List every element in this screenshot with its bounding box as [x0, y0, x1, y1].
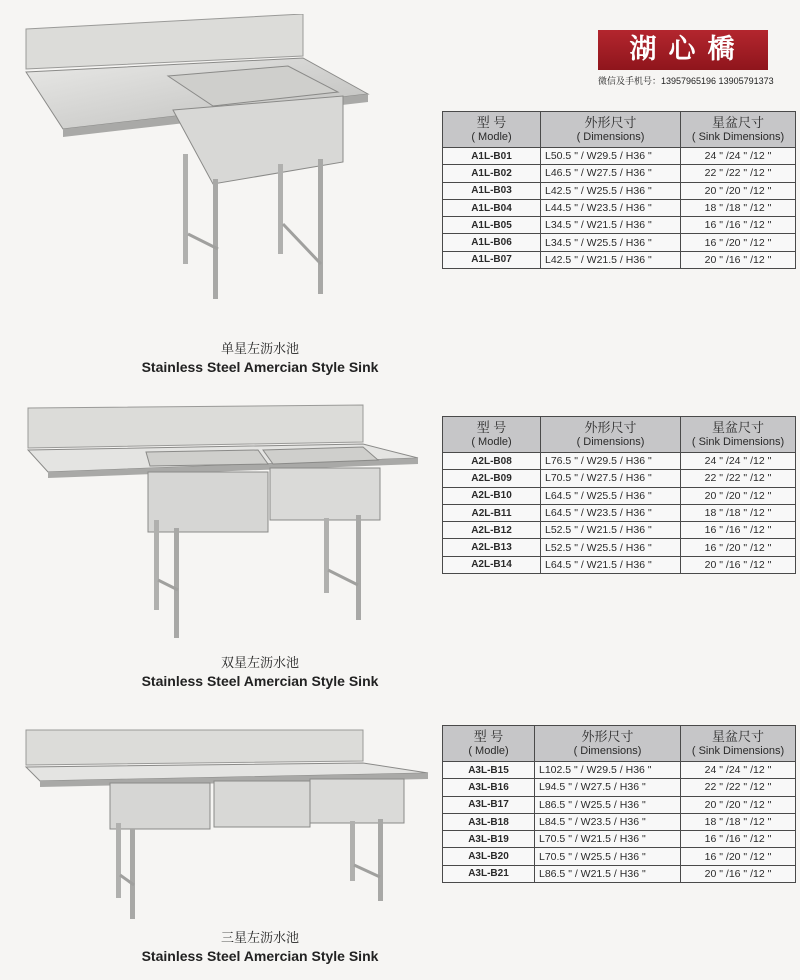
double-sink-image — [18, 400, 428, 645]
model-cell: A1L-B05 — [443, 217, 541, 234]
spec-table-triple — [442, 725, 796, 883]
dimensions-cell: L52.5 " / W21.5 / H36 " — [541, 522, 681, 539]
sink-dimensions-cell: 22 " /22 " /12 " — [681, 165, 796, 182]
header-label-cn: 外形尺寸 — [584, 419, 637, 435]
triple-sink-image — [18, 725, 438, 925]
header-label-cn: 星盆尺寸 — [711, 114, 764, 130]
dimensions-cell: L86.5 " / W25.5 / H36 " — [535, 796, 681, 813]
header-label-en: ( Sink Dimensions) — [691, 744, 785, 757]
model-cell: A1L-B06 — [443, 234, 541, 251]
model-cell: A3L-B19 — [443, 831, 535, 848]
dimensions-cell: L64.5 " / W23.5 / H36 " — [541, 504, 681, 521]
model-cell: A3L-B21 — [443, 865, 535, 882]
table-row — [443, 217, 796, 234]
table-header-row — [443, 417, 796, 453]
header-label-cn: 星盆尺寸 — [711, 419, 764, 435]
header-label-en: ( Sink Dimensions) — [691, 130, 785, 143]
table-row — [443, 199, 796, 216]
sink-dimensions-cell: 20 " /20 " /12 " — [681, 487, 796, 504]
header-sink-dimensions — [681, 417, 796, 453]
caption-double — [110, 652, 410, 689]
single-sink-image — [18, 14, 378, 314]
caption-en: Stainless Steel Amercian Style Sink — [141, 359, 379, 375]
header-model — [443, 417, 541, 453]
model-cell: A2L-B10 — [443, 487, 541, 504]
model-cell: A2L-B08 — [443, 453, 541, 470]
model-cell: A3L-B17 — [443, 796, 535, 813]
header-label-en: ( Sink Dimensions) — [691, 435, 785, 448]
header-label-en: ( Modle) — [471, 435, 512, 448]
sink-dimensions-cell: 16 " /16 " /12 " — [681, 217, 796, 234]
dimensions-cell: L70.5 " / W25.5 / H36 " — [535, 848, 681, 865]
caption-en: Stainless Steel Amercian Style Sink — [141, 673, 379, 689]
dimensions-cell: L70.5 " / W21.5 / H36 " — [535, 831, 681, 848]
table-row — [443, 865, 796, 882]
sink-dimensions-cell: 20 " /20 " /12 " — [681, 796, 796, 813]
dimensions-cell: L42.5 " / W25.5 / H36 " — [541, 182, 681, 199]
model-cell: A1L-B01 — [443, 148, 541, 165]
caption-cn: 三星左沥水池 — [220, 931, 299, 946]
table-header-row — [443, 726, 796, 762]
header-label-cn: 型 号 — [476, 419, 507, 435]
header-model — [443, 112, 541, 148]
table-row — [443, 453, 796, 470]
sink-dimensions-cell: 18 " /18 " /12 " — [681, 813, 796, 830]
dimensions-cell: L52.5 " / W25.5 / H36 " — [541, 539, 681, 556]
table-row — [443, 796, 796, 813]
sink-dimensions-cell: 16 " /20 " /12 " — [681, 848, 796, 865]
header-dimensions — [541, 417, 681, 453]
sink-dimensions-cell: 16 " /16 " /12 " — [681, 522, 796, 539]
header-sink-dimensions — [681, 726, 796, 762]
dimensions-cell: L102.5 " / W29.5 / H36 " — [535, 762, 681, 779]
header-label-en: ( Dimensions) — [576, 435, 645, 448]
dimensions-cell: L94.5 " / W27.5 / H36 " — [535, 779, 681, 796]
header-label-en: ( Dimensions) — [573, 744, 642, 757]
table-row — [443, 556, 796, 573]
model-cell: A1L-B03 — [443, 182, 541, 199]
model-cell: A3L-B16 — [443, 779, 535, 796]
header-dimensions — [535, 726, 681, 762]
header-sink-dimensions — [681, 112, 796, 148]
model-cell: A3L-B18 — [443, 813, 535, 830]
sink-dimensions-cell: 24 " /24 " /12 " — [681, 762, 796, 779]
table-row — [443, 539, 796, 556]
table-row — [443, 487, 796, 504]
table-row — [443, 148, 796, 165]
dimensions-cell: L70.5 " / W27.5 / H36 " — [541, 470, 681, 487]
dimensions-cell: L64.5 " / W21.5 / H36 " — [541, 556, 681, 573]
header-label-cn: 型 号 — [476, 114, 507, 130]
table-row — [443, 522, 796, 539]
table-row — [443, 848, 796, 865]
caption-cn: 单星左沥水池 — [220, 342, 299, 357]
model-cell: A2L-B13 — [443, 539, 541, 556]
sink-dimensions-cell: 24 " /24 " /12 " — [681, 453, 796, 470]
table-row — [443, 182, 796, 199]
table-row — [443, 234, 796, 251]
table-row — [443, 165, 796, 182]
sink-dimensions-cell: 20 " /16 " /12 " — [681, 556, 796, 573]
spec-table-single — [442, 111, 796, 269]
table-row — [443, 504, 796, 521]
brand-logo: 湖心橋 — [598, 30, 768, 70]
header-model — [443, 726, 535, 762]
sink-dimensions-cell: 16 " /20 " /12 " — [681, 539, 796, 556]
header-label-cn: 外形尺寸 — [581, 728, 634, 744]
dimensions-cell: L44.5 " / W23.5 / H36 " — [541, 199, 681, 216]
sink-dimensions-cell: 18 " /18 " /12 " — [681, 199, 796, 216]
sink-dimensions-cell: 22 " /22 " /12 " — [681, 779, 796, 796]
sink-dimensions-cell: 16 " /16 " /12 " — [681, 831, 796, 848]
sink-dimensions-cell: 20 " /16 " /12 " — [681, 251, 796, 268]
model-cell: A3L-B15 — [443, 762, 535, 779]
sink-dimensions-cell: 24 " /24 " /12 " — [681, 148, 796, 165]
dimensions-cell: L34.5 " / W25.5 / H36 " — [541, 234, 681, 251]
caption-cn: 双星左沥水池 — [220, 656, 299, 671]
dimensions-cell: L46.5 " / W27.5 / H36 " — [541, 165, 681, 182]
model-cell: A1L-B07 — [443, 251, 541, 268]
header-dimensions — [541, 112, 681, 148]
table-row — [443, 779, 796, 796]
model-cell: A2L-B14 — [443, 556, 541, 573]
header-label-cn: 外形尺寸 — [584, 114, 637, 130]
header-label-cn: 型 号 — [473, 728, 504, 744]
sink-dimensions-cell: 16 " /20 " /12 " — [681, 234, 796, 251]
sink-dimensions-cell: 20 " /20 " /12 " — [681, 182, 796, 199]
caption-triple — [110, 927, 410, 964]
dimensions-cell: L64.5 " / W25.5 / H36 " — [541, 487, 681, 504]
model-cell: A2L-B12 — [443, 522, 541, 539]
model-cell: A3L-B20 — [443, 848, 535, 865]
dimensions-cell: L84.5 " / W23.5 / H36 " — [535, 813, 681, 830]
contact-info: 微信及手机号：13957965196 13905791373 — [598, 76, 774, 86]
model-cell: A1L-B04 — [443, 199, 541, 216]
spec-table-double — [442, 416, 796, 574]
header-label-cn: 星盆尺寸 — [711, 728, 764, 744]
dimensions-cell: L50.5 " / W29.5 / H36 " — [541, 148, 681, 165]
table-row — [443, 470, 796, 487]
sink-dimensions-cell: 20 " /16 " /12 " — [681, 865, 796, 882]
caption-en: Stainless Steel Amercian Style Sink — [141, 948, 379, 964]
caption-single — [110, 338, 410, 375]
model-cell: A2L-B09 — [443, 470, 541, 487]
table-row — [443, 831, 796, 848]
dimensions-cell: L34.5 " / W21.5 / H36 " — [541, 217, 681, 234]
dimensions-cell: L86.5 " / W21.5 / H36 " — [535, 865, 681, 882]
dimensions-cell: L76.5 " / W29.5 / H36 " — [541, 453, 681, 470]
sink-dimensions-cell: 18 " /18 " /12 " — [681, 504, 796, 521]
table-row — [443, 251, 796, 268]
header-label-en: ( Modle) — [471, 130, 512, 143]
model-cell: A1L-B02 — [443, 165, 541, 182]
header-label-en: ( Dimensions) — [576, 130, 645, 143]
table-row — [443, 813, 796, 830]
table-row — [443, 762, 796, 779]
table-header-row — [443, 112, 796, 148]
model-cell: A2L-B11 — [443, 504, 541, 521]
dimensions-cell: L42.5 " / W21.5 / H36 " — [541, 251, 681, 268]
sink-dimensions-cell: 22 " /22 " /12 " — [681, 470, 796, 487]
header-label-en: ( Modle) — [468, 744, 509, 757]
